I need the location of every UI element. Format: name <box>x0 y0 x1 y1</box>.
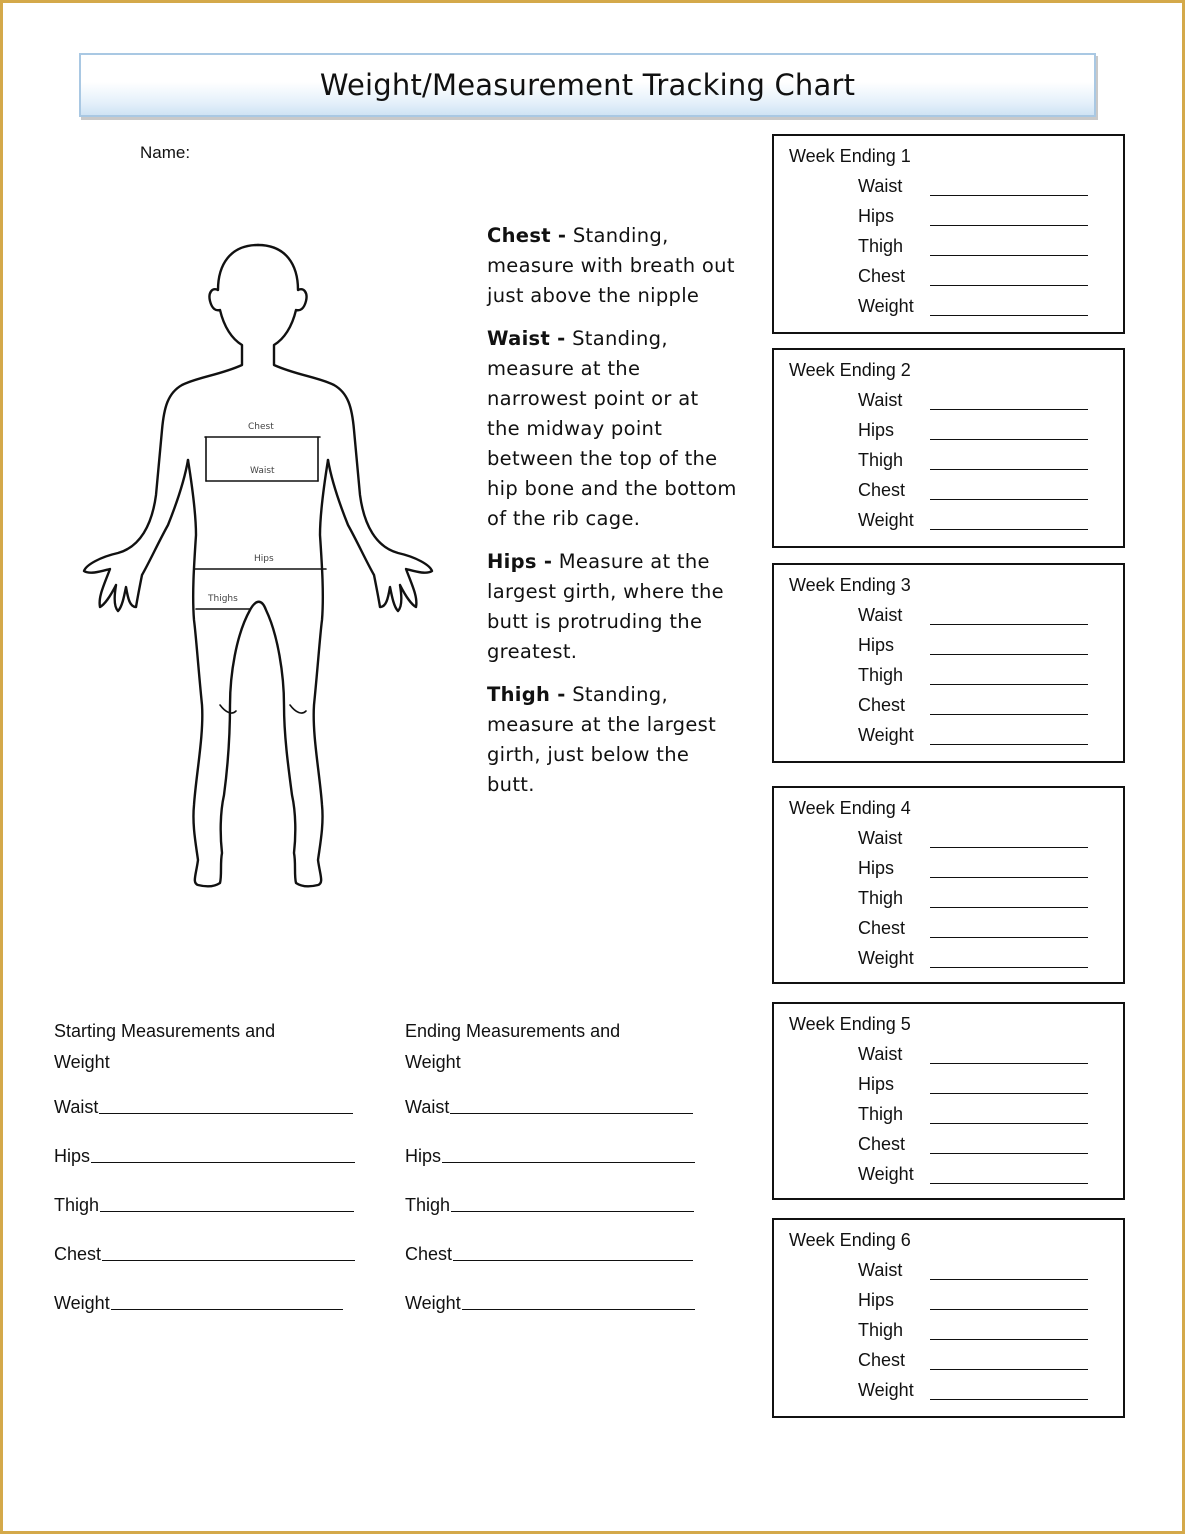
week-field-hips[interactable] <box>930 1093 1088 1094</box>
title-banner <box>79 53 1096 117</box>
instruction-term: Chest - <box>487 224 567 247</box>
instruction-text: Measure at the largest girth, where the butt is protruding the greatest. <box>487 550 724 663</box>
week-title: Week Ending 4 <box>789 798 911 818</box>
starting-row-thigh[interactable] <box>54 1195 354 1216</box>
week-field-weight[interactable] <box>930 1399 1088 1400</box>
week-row-label-thigh: Thigh <box>858 888 904 908</box>
week-row-label-weight: Weight <box>858 1164 914 1184</box>
week-field-chest[interactable] <box>930 1369 1088 1370</box>
week-row-label-weight: Weight <box>858 296 914 316</box>
week-row-label-thigh: Thigh <box>858 236 904 256</box>
blank-line <box>100 1211 354 1212</box>
week-field-hips[interactable] <box>930 877 1088 878</box>
week-field-thigh[interactable] <box>930 469 1088 470</box>
blank-line <box>462 1309 695 1310</box>
week-field-waist[interactable] <box>930 1279 1088 1280</box>
instruction-term: Thigh - <box>487 683 566 706</box>
week-field-chest[interactable] <box>930 1153 1088 1154</box>
week-title: Week Ending 5 <box>789 1014 911 1034</box>
measurement-instructions <box>487 221 737 813</box>
week-row-label-thigh: Thigh <box>858 1320 904 1340</box>
ending-row-hips[interactable] <box>405 1146 695 1167</box>
week-title: Week Ending 3 <box>789 575 911 595</box>
week-row-label-chest: Chest <box>858 918 906 938</box>
week-row-label-weight: Weight <box>858 510 914 530</box>
week-row-label-hips: Hips <box>858 420 895 440</box>
week-row-label-hips: Hips <box>858 1290 895 1310</box>
blank-line <box>450 1113 693 1114</box>
week-row-label-hips: Hips <box>858 206 895 226</box>
week-box-5 <box>772 1002 1125 1200</box>
instruction-hips <box>487 547 737 667</box>
week-row-label-weight: Weight <box>858 1380 914 1400</box>
starting-row-chest[interactable] <box>54 1244 355 1265</box>
week-row-label-thigh: Thigh <box>858 450 904 470</box>
week-row-label-hips: Hips <box>858 1074 895 1094</box>
row-label: Chest <box>405 1244 453 1264</box>
week-box-2 <box>772 348 1125 548</box>
week-field-chest[interactable] <box>930 937 1088 938</box>
week-row-label-chest: Chest <box>858 695 906 715</box>
week-field-weight[interactable] <box>930 1183 1088 1184</box>
ending-row-chest[interactable] <box>405 1244 693 1265</box>
week-field-waist[interactable] <box>930 624 1088 625</box>
ending-row-waist[interactable] <box>405 1097 693 1118</box>
figure-label-thighs: Thighs <box>208 594 238 604</box>
instruction-waist <box>487 324 737 534</box>
starting-row-hips[interactable] <box>54 1146 355 1167</box>
instruction-text: Standing, measure at the largest girth, just below the butt. <box>487 683 717 796</box>
week-title: Week Ending 1 <box>789 146 911 166</box>
week-row-label-weight: Weight <box>858 725 914 745</box>
week-box-1 <box>772 134 1125 334</box>
week-title: Week Ending 6 <box>789 1230 911 1250</box>
week-field-weight[interactable] <box>930 967 1088 968</box>
week-row-label-waist: Waist <box>858 176 903 196</box>
week-field-thigh[interactable] <box>930 907 1088 908</box>
week-title: Week Ending 2 <box>789 360 911 380</box>
instruction-text: Standing, measure at the narrowest point or at the midway point between the top of the hip bone and the bottom of the rib cage. <box>487 327 737 530</box>
week-field-waist[interactable] <box>930 847 1088 848</box>
ending-title: Ending Measurements and Weight <box>405 1021 621 1072</box>
week-field-chest[interactable] <box>930 285 1088 286</box>
week-field-hips[interactable] <box>930 225 1088 226</box>
week-field-thigh[interactable] <box>930 255 1088 256</box>
starting-row-weight[interactable] <box>54 1293 343 1314</box>
row-label: Weight <box>405 1293 461 1313</box>
week-row-label-chest: Chest <box>858 266 906 286</box>
blank-line <box>99 1113 353 1114</box>
ending-row-weight[interactable] <box>405 1293 695 1314</box>
week-row-label-waist: Waist <box>858 1260 903 1280</box>
week-row-label-waist: Waist <box>858 1044 903 1064</box>
starting-title: Starting Measurements and Weight <box>54 1021 276 1072</box>
starting-row-waist[interactable] <box>54 1097 353 1118</box>
week-row-label-hips: Hips <box>858 635 895 655</box>
row-label: Chest <box>54 1244 102 1264</box>
week-field-hips[interactable] <box>930 654 1088 655</box>
week-row-label-thigh: Thigh <box>858 665 904 685</box>
blank-line <box>451 1211 694 1212</box>
blank-line <box>91 1162 355 1163</box>
name-label: Name: <box>140 143 191 162</box>
week-field-waist[interactable] <box>930 195 1088 196</box>
week-field-hips[interactable] <box>930 439 1088 440</box>
row-label: Waist <box>405 1097 450 1117</box>
week-row-label-waist: Waist <box>858 390 903 410</box>
week-field-thigh[interactable] <box>930 684 1088 685</box>
row-label: Hips <box>54 1146 91 1166</box>
week-field-thigh[interactable] <box>930 1123 1088 1124</box>
row-label: Waist <box>54 1097 99 1117</box>
page-title: Weight/Measurement Tracking Chart <box>319 68 856 102</box>
week-box-3 <box>772 563 1125 763</box>
row-label: Weight <box>54 1293 110 1313</box>
week-field-thigh[interactable] <box>930 1339 1088 1340</box>
week-box-4 <box>772 786 1125 984</box>
week-row-label-chest: Chest <box>858 480 906 500</box>
figure-label-waist: Waist <box>250 466 275 476</box>
week-row-label-hips: Hips <box>858 858 895 878</box>
week-row-label-chest: Chest <box>858 1134 906 1154</box>
week-field-waist[interactable] <box>930 1063 1088 1064</box>
row-label: Thigh <box>405 1195 451 1215</box>
week-field-waist[interactable] <box>930 409 1088 410</box>
instruction-term: Waist - <box>487 327 566 350</box>
week-field-chest[interactable] <box>930 714 1088 715</box>
week-field-chest[interactable] <box>930 499 1088 500</box>
instruction-chest <box>487 221 737 311</box>
week-field-weight[interactable] <box>930 315 1088 316</box>
blank-line <box>453 1260 693 1261</box>
row-label: Hips <box>405 1146 442 1166</box>
week-field-hips[interactable] <box>930 1309 1088 1310</box>
week-row-label-thigh: Thigh <box>858 1104 904 1124</box>
ending-row-thigh[interactable] <box>405 1195 694 1216</box>
week-box-6 <box>772 1218 1125 1418</box>
instruction-thigh <box>487 680 737 800</box>
figure-label-chest: Chest <box>248 422 274 432</box>
instruction-term: Hips - <box>487 550 553 573</box>
row-label: Thigh <box>54 1195 100 1215</box>
instruction-text: Standing, measure with breath out just above the nipple <box>487 224 735 307</box>
week-field-weight[interactable] <box>930 744 1088 745</box>
blank-line <box>111 1309 343 1310</box>
week-row-label-chest: Chest <box>858 1350 906 1370</box>
week-field-weight[interactable] <box>930 529 1088 530</box>
week-row-label-waist: Waist <box>858 828 903 848</box>
week-row-label-weight: Weight <box>858 948 914 968</box>
figure-label-hips: Hips <box>254 554 274 564</box>
blank-line <box>442 1162 695 1163</box>
body-outline-figure <box>70 235 450 905</box>
week-row-label-waist: Waist <box>858 605 903 625</box>
blank-line <box>102 1260 355 1261</box>
